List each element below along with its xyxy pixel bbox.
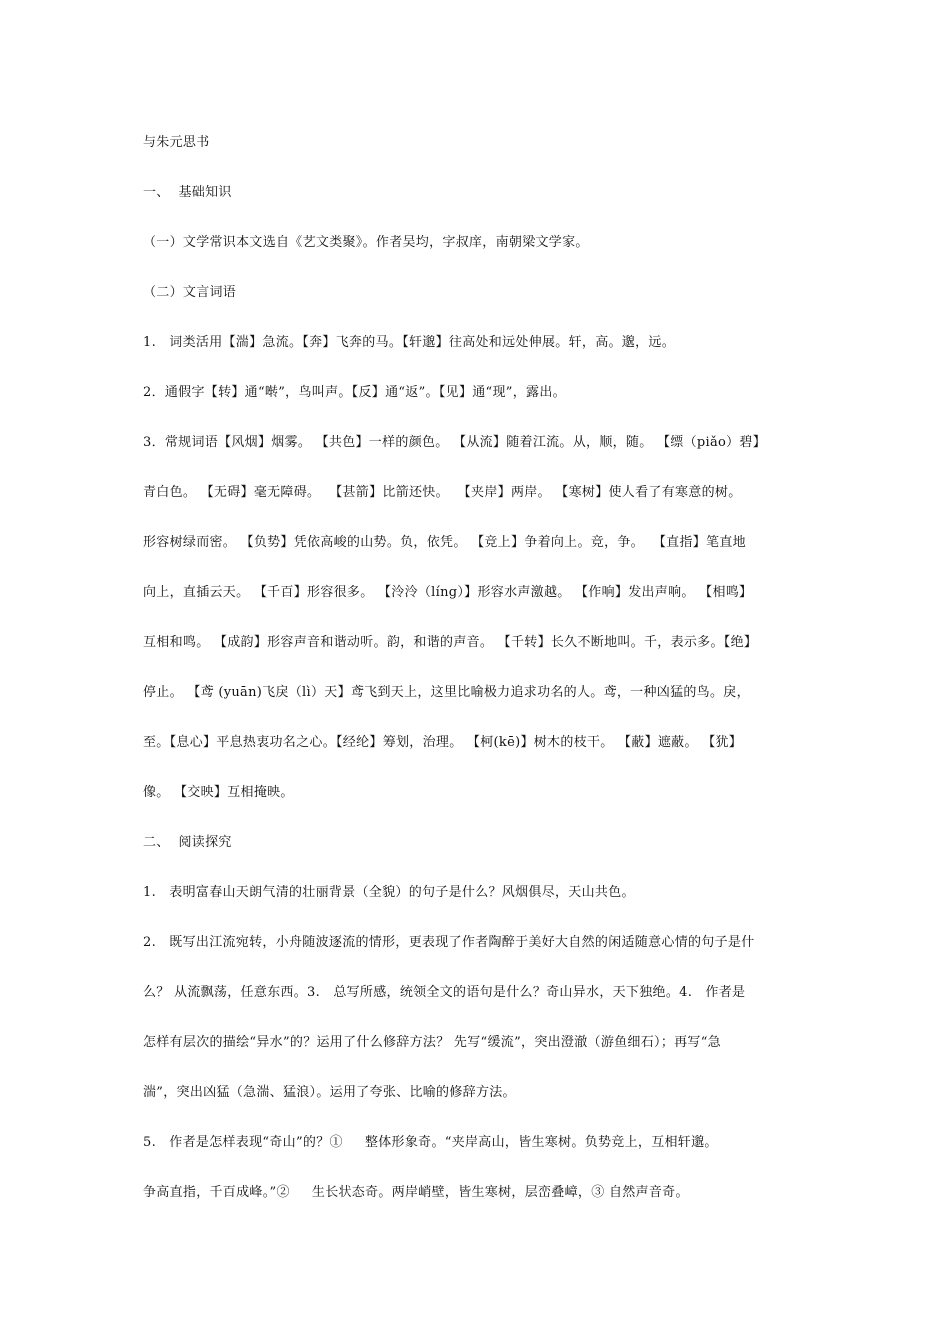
paragraph-line: 像。 【交映】互相掩映。 <box>143 785 294 800</box>
paragraph-line: 向上，直插云天。 【千百】形容很多。 【泠泠（líng）】形容水声激越。 【作响】发出声响。 【相鸣】 <box>143 585 753 600</box>
paragraph-line: 怎样有层次的描绘“异水”的？运用了什么修辞方法？ 先写“缓流”，突出澄澈（游鱼细石）；再写“急 <box>143 1035 721 1050</box>
paragraph-line: 5. 作者是怎样表现“奇山”的？① 整体形象奇。“夹岸高山，皆生寒树。负势竞上，互相轩邈。 <box>143 1135 718 1150</box>
paragraph-line: 至。【息心】平息热衷功名之心。【经纶】筹划，治理。 【柯(kē)】树木的枝干。 【蔽】遮蔽。 【犹】 <box>143 735 743 750</box>
question-5 <box>143 1130 810 1205</box>
paragraph-literary-knowledge: （一）文学常识本文选自《艺文类聚》。作者吴均，字叔庠，南朝梁文学家。 <box>143 235 589 250</box>
document-body <box>143 130 810 1205</box>
paragraph-line: 青白色。 【无碍】毫无障碍。 【甚箭】比箭还快。 【夹岸】两岸。 【寒树】使人看了有寒意的树。 <box>143 485 742 500</box>
paragraph-line: 湍”，突出凶猛（急湍、猛浪）。运用了夸张、比喻的修辞方法。 <box>143 1085 516 1100</box>
paragraph-line: 互相和鸣。 【成韵】形容声音和谐动听。韵，和谐的声音。 【千转】长久不断地叫。千，表示多。【绝】 <box>143 635 758 650</box>
paragraph-line: 停止。 【鸢 (yuān)飞戾（lì）天】鸢飞到天上，这里比喻极力追求功名的人。鸢，一种凶猛的鸟。戾， <box>143 685 750 700</box>
paragraph-line: 形容树绿而密。 【负势】凭依高峻的山势。负，依凭。 【竞上】争着向上。竞，争。 【直指】笔直地 <box>143 535 746 550</box>
paragraph-word-class-usage: 1. 词类活用【湍】急流。【奔】飞奔的马。【轩邈】往高处和远处伸展。轩，高。邈，远。 <box>143 335 676 350</box>
section-heading-basics: 一、 基础知识 <box>143 185 232 200</box>
paragraph-classical-words: （二）文言词语 <box>143 285 237 300</box>
paragraph-line: 争高直指，千百成峰。”② 生长状态奇。两岸峭壁，皆生寒树，层峦叠嶂，③ 自然声音奇。 <box>143 1185 689 1200</box>
paragraph-common-words <box>143 430 810 805</box>
paragraph-line: 么？ 从流飘荡，任意东西。3. 总写所感，统领全文的语句是什么？奇山异水，天下独绝。4. 作者是 <box>143 985 746 1000</box>
paragraph-line: 2. 既写出江流宛转，小舟随波逐流的情形，更表现了作者陶醉于美好大自然的闲适随意心情的句子是什 <box>143 935 755 950</box>
question-1: 1. 表明富春山天朗气清的壮丽背景（全貌）的句子是什么？风烟俱尽，天山共色。 <box>143 885 635 900</box>
paragraph-interchangeable-chars: 2．通假字【转】通“啭”，鸟叫声。【反】通“返”。【见】通“现”，露出。 <box>143 385 566 400</box>
paragraph-line: 3．常规词语【风烟】烟雾。 【共色】一样的颜色。 【从流】随着江流。从，顺，随。 【缥（piǎo）碧】 <box>143 435 767 450</box>
section-heading-reading: 二、 阅读探究 <box>143 835 232 850</box>
question-2-4 <box>143 930 810 1105</box>
document-title: 与朱元思书 <box>143 135 210 150</box>
